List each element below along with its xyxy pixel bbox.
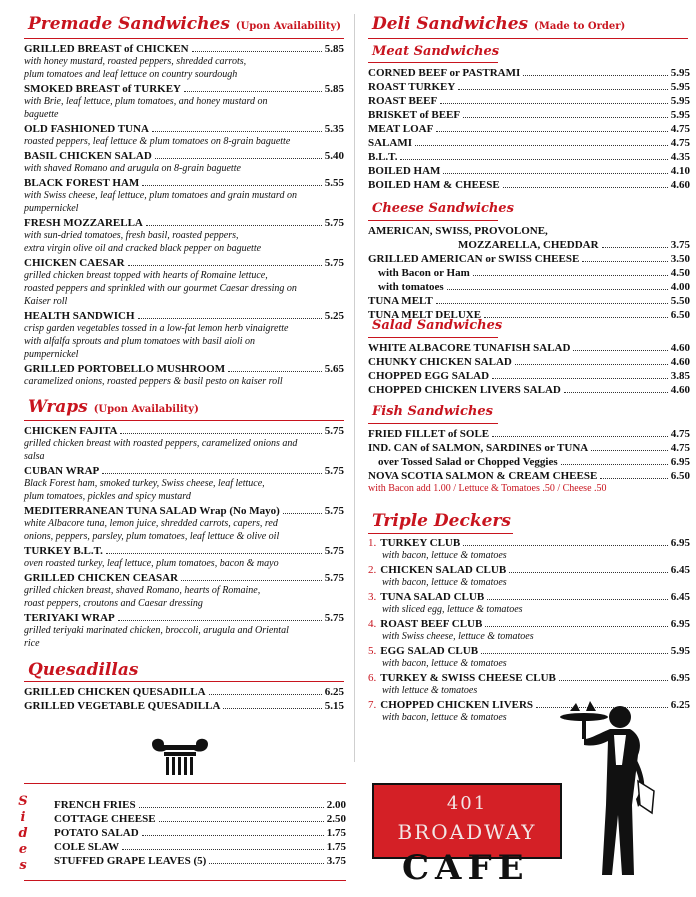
triple-heading: Triple Deckers — [372, 511, 511, 531]
item-description: plum tomatoes and leaf lettuce on country sourdough — [24, 69, 238, 80]
item-price: 1.75 — [326, 841, 346, 853]
leader-dots — [463, 117, 668, 118]
sides-rule-bottom — [24, 880, 346, 881]
menu-item — [24, 504, 344, 518]
cheese-rule — [368, 220, 498, 221]
sides-letter: e — [18, 842, 28, 857]
item-name: FRESH MOZZARELLA — [24, 217, 143, 229]
side-item — [54, 840, 346, 854]
leader-dots — [484, 317, 668, 318]
item-price: 5.75 — [324, 545, 344, 557]
salad-rule — [368, 337, 498, 338]
leader-dots — [128, 265, 322, 266]
item-description: white Albacore tuna, lemon juice, shredded carrots, capers, red — [24, 518, 278, 529]
waiter-icon — [556, 695, 666, 885]
item-price: 4.60 — [670, 356, 690, 368]
item-name: FRIED FILLET of SOLE — [368, 428, 490, 440]
item-name: COLE SLAW — [54, 841, 120, 853]
triple-item — [368, 671, 690, 685]
menu-item — [368, 369, 690, 383]
item-price: 5.85 — [324, 43, 344, 55]
item-description: baguette — [24, 109, 59, 120]
leader-dots — [473, 275, 668, 276]
item-name: CORNED BEEF or PASTRAMI — [368, 67, 521, 79]
item-name: GRILLED AMERICAN or SWISS CHEESE — [368, 253, 580, 265]
menu-item — [24, 544, 344, 558]
quesadillas-heading: Quesadillas — [28, 660, 139, 680]
item-number: 5. — [368, 645, 377, 657]
item-price: 5.55 — [324, 177, 344, 189]
meat-list — [368, 66, 690, 192]
item-name: with Bacon or Ham — [378, 267, 470, 279]
item-description: with Swiss cheese, lettuce & tomatoes — [382, 631, 534, 642]
item-name: TUNA MELT DELUXE — [368, 309, 482, 321]
item-price: 5.15 — [324, 700, 344, 712]
item-price: 4.50 — [670, 267, 690, 279]
menu-item — [24, 176, 344, 190]
leader-dots — [223, 708, 321, 709]
menu-item — [368, 66, 690, 80]
item-name: COTTAGE CHEESE — [54, 813, 156, 825]
item-description: pumpernickel — [24, 203, 79, 214]
cheese-list — [368, 224, 690, 322]
leader-dots — [152, 131, 322, 132]
item-name: EGG SALAD CLUB — [380, 645, 479, 657]
sides-rule-top — [24, 783, 346, 784]
fish-heading: Fish Sandwiches — [372, 404, 493, 419]
leader-dots — [120, 433, 321, 434]
leader-dots — [503, 187, 668, 188]
item-price: 6.45 — [670, 564, 690, 576]
item-name: CHOPPED CHICKEN LIVERS — [380, 699, 534, 711]
menu-item — [368, 94, 690, 108]
menu-item — [368, 108, 690, 122]
item-name: CHICKEN SALAD CLUB — [380, 564, 507, 576]
item-price: 5.75 — [324, 612, 344, 624]
menu-item — [24, 256, 344, 270]
menu-item — [368, 252, 690, 266]
meat-rule — [368, 62, 498, 63]
item-price: 2.00 — [326, 799, 346, 811]
triple-item — [368, 617, 690, 631]
item-description: rice — [24, 638, 40, 649]
leader-dots — [481, 653, 668, 654]
item-price: 5.75 — [324, 465, 344, 477]
item-price: 1.75 — [326, 827, 346, 839]
menu-item — [24, 216, 344, 230]
item-price: 4.75 — [670, 442, 690, 454]
item-name: BRISKET of BEEF — [368, 109, 461, 121]
item-description: with lettuce & tomatoes — [382, 685, 478, 696]
item-name: BASIL CHICKEN SALAD — [24, 150, 152, 162]
deli-heading: Deli Sandwiches (Made to Order) — [372, 14, 626, 34]
item-name: MEAT LOAF — [368, 123, 434, 135]
menu-item — [368, 164, 690, 178]
item-description: with bacon, lettuce & tomatoes — [382, 550, 507, 561]
menu-item — [24, 685, 344, 699]
item-description: crisp garden vegetables tossed in a low-fat lemon herb vinaigrette — [24, 323, 289, 334]
cafe-street: BROADWAY — [397, 820, 537, 844]
item-name: TURKEY & SWISS CHEESE CLUB — [380, 672, 556, 684]
item-number: 6. — [368, 672, 377, 684]
item-price: 5.95 — [670, 81, 690, 93]
item-number: 2. — [368, 564, 377, 576]
item-description: with bacon, lettuce & tomatoes — [382, 577, 507, 588]
item-name: SMOKED BREAST of TURKEY — [24, 83, 181, 95]
item-name: MEDITERRANEAN TUNA SALAD Wrap (No Mayo) — [24, 505, 280, 517]
menu-item — [368, 455, 690, 469]
column-capital-icon — [150, 736, 210, 778]
item-price: 6.50 — [670, 309, 690, 321]
leader-dots — [591, 450, 668, 451]
sides-letter: d — [18, 826, 28, 841]
item-price: 5.95 — [670, 645, 690, 657]
leader-dots — [515, 364, 668, 365]
leader-dots — [523, 75, 667, 76]
item-price: 5.85 — [324, 83, 344, 95]
menu-item — [368, 150, 690, 164]
item-description: roasted peppers, leaf lettuce & plum tomatoes on 8-grain baguette — [24, 136, 291, 147]
item-name: TURKEY B.L.T. — [24, 545, 103, 557]
leader-dots — [458, 89, 667, 90]
leader-dots — [509, 572, 668, 573]
item-description: Kaiser roll — [24, 296, 68, 307]
menu-item — [368, 178, 690, 192]
item-description: with sun-dried tomatoes, fresh basil, roasted peppers, — [24, 230, 239, 241]
menu-item — [24, 309, 344, 323]
menu-item — [368, 122, 690, 136]
menu-item — [24, 149, 344, 163]
item-price: 4.75 — [670, 428, 690, 440]
fish-addon-note: with Bacon add 1.00 / Lettuce & Tomatoes .50 / Cheese .50 — [368, 483, 607, 494]
leader-dots — [138, 318, 322, 319]
sides-list — [54, 798, 346, 868]
item-name: over Tossed Salad or Chopped Veggies — [378, 456, 558, 468]
leader-dots — [155, 158, 322, 159]
item-price: 6.25 — [670, 699, 690, 711]
leader-dots — [228, 371, 322, 372]
item-price: 6.95 — [670, 618, 690, 630]
item-description: plum tomatoes, pickles and spicy mustard — [24, 491, 191, 502]
item-name: CHOPPED CHICKEN LIVERS SALAD — [368, 384, 561, 396]
leader-dots — [118, 620, 322, 621]
item-description: with bacon, lettuce & tomatoes — [382, 658, 507, 669]
leader-dots — [139, 807, 324, 808]
item-description: roast peppers, croutons and Caesar dressing — [24, 598, 203, 609]
leader-dots — [559, 680, 668, 681]
menu-item — [24, 362, 344, 376]
item-name: STUFFED GRAPE LEAVES (5) — [54, 855, 207, 867]
leader-dots — [561, 464, 668, 465]
menu-item — [368, 80, 690, 94]
item-price: 4.60 — [670, 179, 690, 191]
item-number: 3. — [368, 591, 377, 603]
item-description: with sliced egg, lettuce & tomatoes — [382, 604, 523, 615]
menu-item — [368, 266, 690, 280]
item-number: 4. — [368, 618, 377, 630]
item-description: roasted peppers and sprinkled with our gourmet Caesar dressing on — [24, 283, 297, 294]
item-name: TURKEY CLUB — [380, 537, 461, 549]
item-price: 2.50 — [326, 813, 346, 825]
salad-heading: Salad Sandwiches — [372, 318, 503, 333]
item-name: ROAST BEEF CLUB — [380, 618, 483, 630]
item-price: 6.45 — [670, 591, 690, 603]
menu-item — [24, 611, 344, 625]
item-price: 4.75 — [670, 123, 690, 135]
leader-dots — [573, 350, 667, 351]
item-name: TUNA MELT — [368, 295, 433, 307]
leader-dots — [102, 473, 321, 474]
side-item — [54, 854, 346, 868]
leader-dots — [146, 225, 322, 226]
sides-letter: S — [18, 794, 28, 809]
item-price: 5.75 — [324, 572, 344, 584]
wraps-list — [24, 424, 344, 651]
item-description: with honey mustard, roasted peppers, shredded carrots, — [24, 56, 247, 67]
item-number: 1. — [368, 537, 377, 549]
item-price: 5.95 — [670, 67, 690, 79]
menu-item — [24, 424, 344, 438]
item-price: 6.50 — [670, 470, 690, 482]
leader-dots — [436, 303, 668, 304]
menu-item — [24, 82, 344, 96]
deli-rule — [368, 38, 688, 39]
premade-rule — [24, 38, 344, 39]
wraps-heading: Wraps (Upon Availability) — [28, 397, 199, 417]
leader-dots — [463, 545, 668, 546]
item-price: 5.25 — [324, 310, 344, 322]
leader-dots — [600, 478, 667, 479]
menu-item — [368, 441, 690, 455]
leader-dots — [440, 103, 668, 104]
item-price: 5.75 — [324, 425, 344, 437]
leader-dots — [142, 185, 321, 186]
item-name: with tomatoes — [378, 281, 444, 293]
item-name: TUNA SALAD CLUB — [380, 591, 485, 603]
item-name: ROAST BEEF — [368, 95, 438, 107]
menu-item — [368, 280, 690, 294]
item-price: 3.85 — [670, 370, 690, 382]
wraps-rule — [24, 420, 344, 421]
item-name: B.L.T. — [368, 151, 398, 163]
item-description: grilled chicken breast, shaved Romano, hearts of Romaine, — [24, 585, 261, 596]
item-description: Black Forest ham, smoked turkey, Swiss cheese, leaf lettuce, — [24, 478, 265, 489]
item-price: 5.75 — [324, 257, 344, 269]
item-description: caramelized onions, roasted peppers & basil pesto on kaiser roll — [24, 376, 283, 387]
item-name: HEALTH SANDWICH — [24, 310, 135, 322]
leader-dots — [209, 694, 322, 695]
item-description: grilled chicken breast with roasted peppers, caramelized onions and — [24, 438, 298, 449]
leader-dots — [564, 392, 668, 393]
triple-item — [368, 536, 690, 550]
triple-item — [368, 563, 690, 577]
menu-item — [368, 427, 690, 441]
menu-item — [368, 341, 690, 355]
menu-item — [368, 136, 690, 150]
item-name: BOILED HAM & CHEESE — [368, 179, 500, 191]
item-price: 5.75 — [324, 505, 344, 517]
item-name: GRILLED CHICKEN CEASAR — [24, 572, 179, 584]
item-price: 6.25 — [324, 686, 344, 698]
item-name: OLD FASHIONED TUNA — [24, 123, 149, 135]
leader-dots — [209, 863, 323, 864]
item-description: with bacon, lettuce & tomatoes — [382, 712, 507, 723]
item-price: 4.75 — [670, 137, 690, 149]
item-description: with alfalfa sprouts and plum tomatoes with basil aioli on — [24, 336, 256, 347]
side-item — [54, 812, 346, 826]
item-price: 4.00 — [670, 281, 690, 293]
leader-dots — [492, 436, 668, 437]
item-name: TERIYAKI WRAP — [24, 612, 115, 624]
item-price: 5.75 — [324, 217, 344, 229]
item-name: BOILED HAM — [368, 165, 441, 177]
item-price: 6.95 — [670, 537, 690, 549]
item-description: extra virgin olive oil and cracked black pepper on baguette — [24, 243, 262, 254]
item-price: 4.10 — [670, 165, 690, 177]
side-item — [54, 826, 346, 840]
menu-item — [368, 294, 690, 308]
item-description: grilled chicken breast topped with hearts of Romaine lettuce, — [24, 270, 268, 281]
item-price: 5.95 — [670, 95, 690, 107]
item-name: SALAMI — [368, 137, 413, 149]
item-description: oven roasted turkey, leaf lettuce, plum tomatoes, bacon & mayo — [24, 558, 279, 569]
item-name: GRILLED VEGETABLE QUESADILLA — [24, 700, 221, 712]
menu-item — [24, 571, 344, 585]
leader-dots — [400, 159, 667, 160]
item-price: 5.95 — [670, 109, 690, 121]
item-description: onions, peppers, parsley, plum tomatoes, leaf lettuce & olive oil — [24, 531, 280, 542]
menu-item — [24, 122, 344, 136]
cafe-word: CAFE — [402, 848, 530, 888]
item-price: 4.35 — [670, 151, 690, 163]
premade-heading: Premade Sandwiches (Upon Availability) — [28, 14, 341, 34]
leader-dots — [184, 91, 322, 92]
quesadillas-list — [24, 685, 344, 713]
column-divider — [354, 14, 355, 762]
item-name: CHICKEN FAJITA — [24, 425, 118, 437]
menu-item — [368, 469, 690, 483]
leader-dots — [283, 513, 322, 514]
leader-dots — [142, 835, 324, 836]
leader-dots — [443, 173, 667, 174]
cheese-heading: Cheese Sandwiches — [372, 201, 514, 216]
item-price: 5.40 — [324, 150, 344, 162]
item-description: grilled teriyaki marinated chicken, broccoli, arugula and Oriental — [24, 625, 289, 636]
menu-item — [368, 355, 690, 369]
quesadillas-rule — [24, 681, 344, 682]
item-name: NOVA SCOTIA SALMON & CREAM CHEESE — [368, 470, 598, 482]
item-description: salsa — [24, 451, 45, 462]
cheese-combo-line2: MOZZARELLA, CHEDDAR 3.75 — [458, 239, 690, 251]
item-number: 7. — [368, 699, 377, 711]
leader-dots — [192, 51, 322, 52]
item-name: CHUNKY CHICKEN SALAD — [368, 356, 512, 368]
item-name: BLACK FOREST HAM — [24, 177, 140, 189]
item-price: 5.50 — [670, 295, 690, 307]
item-name: ROAST TURKEY — [368, 81, 456, 93]
leader-dots — [181, 580, 322, 581]
item-name: GRILLED PORTOBELLO MUSHROOM — [24, 363, 226, 375]
triple-rule — [368, 533, 513, 534]
triple-item — [368, 590, 690, 604]
item-price: 6.95 — [670, 672, 690, 684]
menu-item — [368, 383, 690, 397]
item-description: with Brie, leaf lettuce, plum tomatoes, and honey mustard on — [24, 96, 268, 107]
premade-list — [24, 42, 344, 389]
menu-item — [24, 699, 344, 713]
item-price: 4.60 — [670, 342, 690, 354]
item-description: with shaved Romano and arugula on 8-grain baguette — [24, 163, 241, 174]
leader-dots — [106, 553, 322, 554]
item-description: with Swiss cheese, leaf lettuce, plum tomatoes and grain mustard on — [24, 190, 297, 201]
item-name: IND. CAN of SALMON, SARDINES or TUNA — [368, 442, 589, 454]
leader-dots — [415, 145, 668, 146]
cheese-combo-line1: AMERICAN, SWISS, PROVOLONE, — [368, 225, 548, 237]
fish-rule — [368, 423, 498, 424]
item-name: CHICKEN CAESAR — [24, 257, 125, 269]
sides-letter: i — [20, 810, 26, 825]
item-price: 5.65 — [324, 363, 344, 375]
item-price: 3.75 — [326, 855, 346, 867]
leader-dots — [159, 821, 324, 822]
leader-dots — [447, 289, 668, 290]
item-name: POTATO SALAD — [54, 827, 139, 839]
leader-dots — [582, 261, 667, 262]
sides-heading — [16, 794, 30, 874]
item-name: GRILLED CHICKEN QUESADILLA — [24, 686, 206, 698]
item-price: 6.95 — [670, 456, 690, 468]
sides-letter: s — [19, 858, 27, 873]
item-name: CHOPPED EGG SALAD — [368, 370, 490, 382]
leader-dots — [436, 131, 667, 132]
item-price: 3.50 — [670, 253, 690, 265]
item-price: 5.35 — [324, 123, 344, 135]
item-name: WHITE ALBACORE TUNAFISH SALAD — [368, 342, 571, 354]
meat-heading: Meat Sandwiches — [372, 44, 500, 59]
leader-dots — [487, 599, 668, 600]
item-name: GRILLED BREAST of CHICKEN — [24, 43, 189, 55]
salad-list — [368, 341, 690, 397]
item-name: FRENCH FRIES — [54, 799, 136, 811]
cafe-number: 401 — [446, 793, 488, 814]
menu-item — [24, 42, 344, 56]
item-name: CUBAN WRAP — [24, 465, 100, 477]
fish-list — [368, 427, 690, 495]
menu-item — [24, 464, 344, 478]
leader-dots — [122, 849, 324, 850]
triple-item — [368, 644, 690, 658]
item-price: 4.60 — [670, 384, 690, 396]
leader-dots — [485, 626, 667, 627]
leader-dots — [492, 378, 668, 379]
item-description: pumpernickel — [24, 349, 79, 360]
side-item — [54, 798, 346, 812]
